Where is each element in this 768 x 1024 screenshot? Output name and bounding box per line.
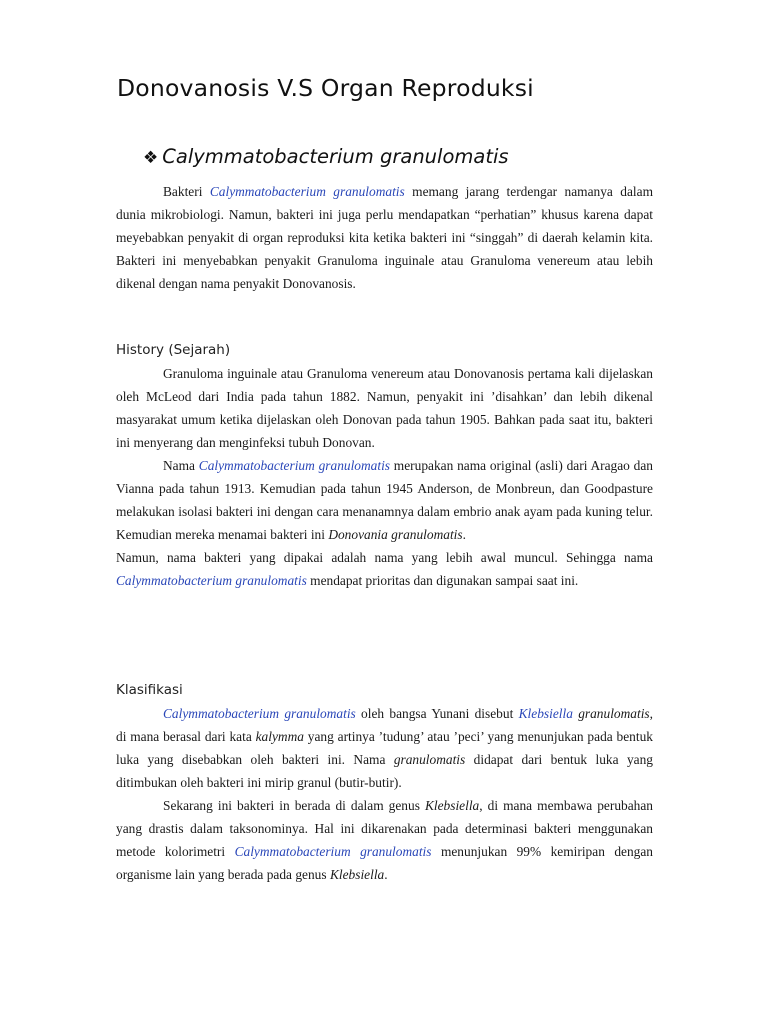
klasifikasi-text: . <box>384 867 388 882</box>
klasifikasi-paragraph-1 <box>116 702 653 794</box>
history-p2-text: Nama <box>163 458 199 473</box>
kalymma-term: kalymma <box>255 729 304 744</box>
species-name: Calymmatobacterium granulomatis <box>209 184 405 199</box>
klasifikasi-text: , di mana berasal dari kata <box>116 706 653 744</box>
klasifikasi-text: menunjukan 99% kemiripan dengan organisme lain yang berada pada genus <box>116 844 654 882</box>
klebsiella-name: Klebsiella <box>329 867 385 882</box>
species-heading-text: Calymmatobacterium granulomatis <box>162 145 509 168</box>
history-paragraph-1: Granuloma inguinale atau Granuloma venereum atau Donovanosis pertama kali dijelaskan oleh McLeod dari India pada tahun 1882. Namun, penyakit ini ’disahkan’ dan lebih dikenal masyarakat umum ketika dijelaskan oleh Donovan pada tahun 1905. Bahkan pada saat itu, bakteri ini menyerang dan menginfeksi tubuh Donovan. <box>116 366 653 450</box>
granulomatis-term: granulomatis <box>578 706 650 721</box>
klasifikasi-text: didapat dari bentuk luka yang ditimbukan oleh bakteri ini mirip granul (butir-butir). <box>116 752 654 790</box>
granulomatis-term: granulomatis <box>393 752 466 767</box>
klasifikasi-section <box>116 702 653 886</box>
intro-text-1: Bakteri <box>163 184 210 199</box>
klasifikasi-text: yang artinya ’tudung’ atau ’peci’ yang menunjukan pada bentuk luka yang disebabkan oleh bakteri ini. Nama <box>116 729 653 767</box>
species-name: Calymmatobacterium granulomatis <box>234 844 432 859</box>
klebsiella-name: Klebsiella <box>424 798 480 813</box>
history-p2-text: merupakan nama original (asli) dari Aragao dan Vianna pada tahun 1913. Kemudian pada tahun 1945 Anderson, de Monbreun, dan Goodpasture melakukan isolasi bakteri ini dengan cara menanamnya dalam embrio anak ayam pada kuning telur. Kemudian mereka menamai bakteri ini <box>116 458 653 542</box>
history-paragraph-2 <box>116 454 653 546</box>
klasifikasi-text: oleh bangsa Yunani disebut <box>355 706 519 721</box>
history-p2-text: . <box>462 527 466 542</box>
klebsiella-name: Klebsiella <box>518 706 573 721</box>
intro-paragraph <box>116 180 653 295</box>
species-name: Calymmatobacterium granulomatis <box>116 573 307 588</box>
species-name: Calymmatobacterium granulomatis <box>198 458 391 473</box>
klasifikasi-paragraph-2 <box>116 794 653 886</box>
history-p3-text: mendapat prioritas dan digunakan sampai saat ini. <box>306 573 579 588</box>
diamond-bullet-icon: ❖ <box>143 148 159 168</box>
history-paragraph-3 <box>116 546 653 592</box>
document-title: Donovanosis V.S Organ Reproduksi <box>117 74 534 102</box>
history-section <box>116 362 653 592</box>
species-name: Calymmatobacterium granulomatis <box>163 706 356 721</box>
species-heading <box>143 145 509 168</box>
history-heading: History (Sejarah) <box>116 342 231 358</box>
klasifikasi-text: , di mana membawa perubahan yang drastis dalam taksonominya. Hal ini dikarenakan pada determinasi bakteri menggunakan metode kolorimetri <box>116 798 653 859</box>
donovania-name: Donovania granulomatis <box>328 527 463 542</box>
intro-text-2: memang jarang terdengar namanya dalam dunia mikrobiologi. Namun, bakteri ini juga perlu mendapatkan “perhatian” khusus karena dapat meyebabkan penyakit di organ reproduksi kita ketika bakteri ini “singgah” di daerah kelamin kita. Bakteri ini menyebabkan penyakit Granuloma inguinale atau Granuloma venereum atau lebih dikenal dengan nama penyakit Donovanosis. <box>116 184 654 291</box>
klasifikasi-heading: Klasifikasi <box>116 682 183 698</box>
klasifikasi-text: Sekarang ini bakteri in berada di dalam genus <box>163 798 425 813</box>
history-p3-text: Namun, nama bakteri yang dipakai adalah nama yang lebih awal muncul. Sehingga nama <box>116 550 653 565</box>
